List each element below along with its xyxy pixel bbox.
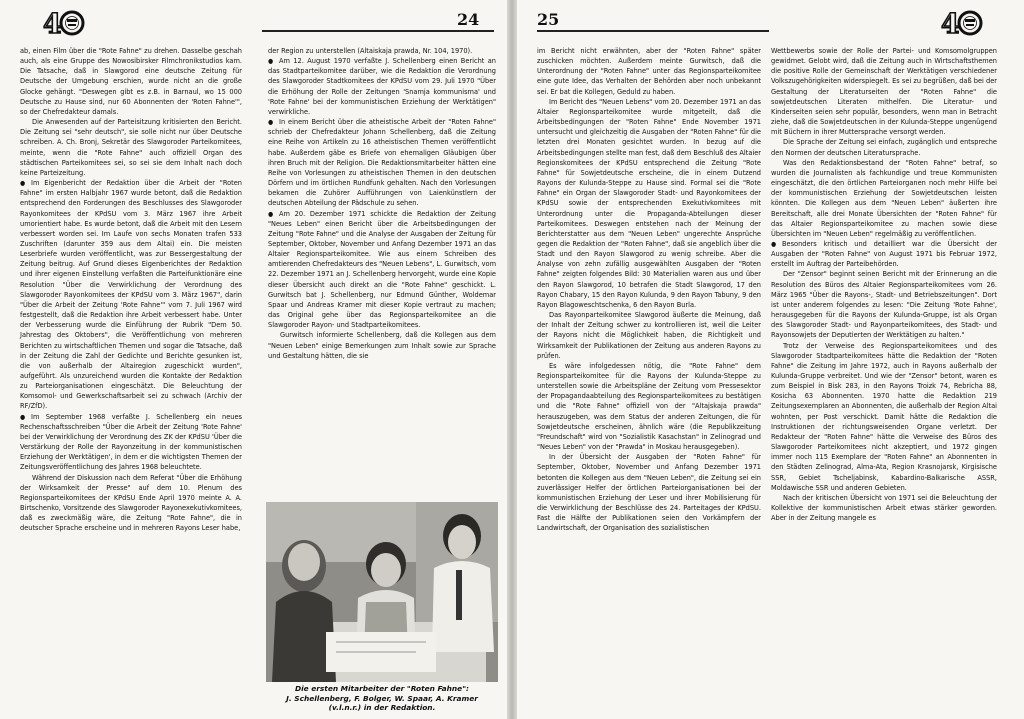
caption-line: (v.l.n.r.) in der Redaktion.: [328, 703, 436, 713]
paragraph: Gurwitsch informierte Schellenberg, daß die Kollegen aus dem "Neuen Leben" einige Bemerkungen zum Inhalt sowie zur Sprache und Gestaltung hätten, die sie: [268, 330, 496, 360]
anniversary-40-logo-icon: [42, 6, 86, 40]
anniversary-logo: [940, 6, 984, 40]
paragraph: Der "Zensor" beginnt seinen Bericht mit der Erinnerung an die Resolution des Büros des Altaier Regionsparteikomitees vom 26. März 1965 "Über die Rayons-, Stadt- und Betriebszeitungen". Dort ist unter anderem folgendes zu lesen: "Die Zeitung 'Rote Fahne', herausgegeben für die Rayons der Kulunda-Gruppe, ist als Organ des Slawgoroder Stadt- und Rayonparteikomitees, des Stadt- und Rayonsowjets der Deputierten der Werktätigen zu halten.": [771, 269, 997, 340]
paragraph: im Bericht nicht erwähnten, aber der "Roten Fahne" später zuschicken möchten. Außerdem meinte Gurwitsch, daß die Unterordnung der "Roten Fahne" unter das Regionsparteikomitee eine gute Idee, das Verhalten der Behörden aber noch unbekannt sei. Er bat die Kollegen, Geduld zu haben.: [537, 46, 761, 96]
text-column-2: [771, 46, 997, 523]
paragraph: Im Bericht des "Neuen Lebens" vom 20. Dezember 1971 an das Altaier Regionsparteikomitee wurde mitgeteilt, daß die Arbeitsbedingungen der "Roten Fahne" Ende November 1971 untersucht und gleichzeitig die Ausgaben der "Roten Fahne" für die letzten drei Monaten gesichtet wurden. In bezug auf die Arbeitsbedingungen stellte man fest, daß dem Beschluß des Altaier Regionskomitees der KPdSU entsprechend die Zeitung "Rote Fahne" für Sowjetdeutsche erscheine, die in einem Dutzend Rayons der Kulunda-Steppe zu Hause sind. Formal sei die "Rote Fahne" ein Organ der Slawgoroder Stadt- und Rayonkomitees der KPdSU sowie der entsprechenden Exekutivkomitees mit Unterordnung unter die Propaganda-Abteilungen dieser Parteikomitees. Deswegen entstehen nach der Meinung der Berichterstatter aus dem "Neuen Leben" ungerechte Ansprüche gegen die Redaktion der "Roten Fahne", daß sie angeblich über die Stadt und den Rayon Slawgorod zu wenig schreibe. Aber die Analyse von zehn zufällig ausgewählten Ausgaben der "Roten Fahne" zeigten folgendes Bild: 30 Materialien waren aus und über den Rayon Slawgorod, 10 betrafen die Stadt Slawgorod, 17 den Rayon Chabary, 15 den Rayon Kulunda, 9 den Rayon Tabuny, 9 den Rayon Blagoweschtschenka, 6 den Rayon Burla.: [537, 96, 761, 309]
paragraph: der Region zu unterstellen (Altaiskaja prawda, Nr. 104, 1970).: [268, 46, 473, 55]
paragraph: In der Übersicht der Ausgaben der "Roten Fahne" für September, Oktober, November und Anfang Dezember 1971 betonten die Kollegen aus dem "Neuen Leben", die Zeitung sei ein zuverlässiger Helfer der örtlichen Parteiorganisationen bei der kommunistischen Erziehung der Leser und ihrer Mobilisierung für die Verwirklichung der Beschlüsse des 24. Parteitages der KPdSU. Fast die Hälfte der Publikationen seien den Vorkämpfern der Landwirtschaft, der Organisation des sozialistischen: [537, 452, 761, 533]
text-column-1: [537, 46, 761, 534]
svg-text:4: 4: [43, 9, 62, 40]
paragraph: ● In einem Bericht über die atheistische Arbeit der "Roten Fahne" schrieb der Chefredakteur Johann Schellenberg, daß die Zeitung eine Reihe von Artikeln zu 16 atheistischen Themen veröffentlicht habe. Außerdem gäbe es Briefe von ehemaligen Gläubigen über ihren Bruch mit der Religion. Die Redaktionsmitarbeiter hätten eine Reihe von Vorlesungen zu atheistischen Themen in den deutschen Dörfern und im örtlichen Rundfunk gehalten. Nach den Vorlesungen bekamen die Zuhörer Aufführungen von Laienkünstlern der deutschen Abteilung der Pädschule zu sehen.: [268, 117, 496, 208]
paragraph: Die Anwesenden auf der Parteisitzung kritisierten den Bericht. Die Zeitung sei "sehr deutsch", sie solle nicht nur über Deutsche schreiben. A. Ch. Bronj, Sekretär des Slawgoroder Parteikomitees, meinte, wenn die "Rote Fahne" auch offiziell Organ des städtischen Parteikomitees sei, so sei sie dem Inhalt nach doch keine Parteizeitung.: [20, 117, 242, 177]
paragraph: Es wäre infolgedessen nötig, die "Rote Fahne" dem Regionsparteikomitee für die Rayons der Kulunda-Steppe zu unterstellen sowie die Arbeitspläne der Zeitung vom Pressesektor der Propagandaabteilung des Regionsparteikomitees zu bestätigen und die "Rote Fahne" offiziell von der "Altajskaja prawda" herauszugeben, was dem Status der anderen Zeitungen, die für Sowjetdeutsche erscheinen, ähnlich wäre (die Republikzeitung "Freundschaft" wird von "Sozialistik Kasachstan" in Zelinograd und "Neues Leben" von der "Prawda" in Moskau herausgegeben).: [537, 360, 761, 452]
paragraph: Nach der kritischen Übersicht von 1971 sei die Beleuchtung der Kollektive der kommunistischen Arbeit etwas stärker geworden. Aber in der Zeitung mangele es: [771, 492, 997, 523]
right-page: [517, 0, 1024, 719]
book-gutter: [507, 0, 517, 719]
paragraph: ● Besonders kritisch und detailliert war die Übersicht der Ausgaben der "Roten Fahne" von August 1971 bis Februar 1972, erstellt im Auftrag der Parteibehörden.: [771, 239, 997, 269]
paragraph: Wettbewerbs sowie der Rolle der Partei- und Komsomolgruppen gewidmet. Gelobt wird, daß die Zeitung auch in Wirtschaftsthemen die positive Rolle der Gemeinschaft der Werktätigen verschiedener Volkszugehörigkeiten widerspiegelt. Es sei zu begrüßen, daß bei der Gestaltung der Literaturseiten der "Roten Fahne" die sowjetdeutschen Literaten mithelfen. Die Literatur- und Kinderseiten seien sehr populär, besonders, wenn man in Betracht ziehe, daß die Sowjetdeutschen in der Kulunda-Steppe ungenügend mit Büchern in ihrer Muttersprache versorgt werden.: [771, 46, 997, 137]
page-number: 25: [537, 10, 560, 29]
anniversary-logo: [42, 6, 86, 40]
photo-editorial-staff: [266, 502, 498, 682]
caption-line: J. Schellenberg, F. Bolger, W. Spaar, A. Kramer: [286, 693, 478, 703]
paragraph: Während der Diskussion nach dem Referat "Über die Erhöhung der Wirksamkeit der Presse" auf dem 10. Plenum des Regionsparteikomitees der KPdSU Ende April 1970 meinte A. A. Birtschenko, Vorsitzende des Slawgoroder Rayonexekutivkomitees, daß es zweckmäßig wäre, die Zeitung "Rote Fahne", die in deutscher Sprache erscheine und in mehreren Rayons Leser habe,: [20, 472, 242, 533]
header-rule: [262, 30, 494, 32]
caption-line: Die ersten Mitarbeiter der "Roten Fahne":: [294, 684, 470, 693]
photo-caption: [266, 684, 498, 713]
page-number: 24: [457, 10, 480, 29]
anniversary-40-logo-icon: [940, 6, 984, 40]
paragraph: ● Am 12. August 1970 verfaßte J. Schellenberg einen Bericht an das Stadtparteikomitee darüber, wie die Redaktion die Verordnung des Slawgoroder Stadtkomitees der KPdSU vom 29. Juli 1970 "Über die Erhöhung der Rolle der Zeitungen 'Snamja kommunisma' und 'Rote Fahne' bei der kommunistischen Erziehung der Werktätigen" verwirkliche.: [268, 56, 496, 117]
paragraph: ● Im Eigenbericht der Redaktion über die Arbeit der "Roten Fahne" im ersten Halbjahr 1967 wurde betont, daß die Redaktion entsprechend den Forderungen des Beschlusses des Slawgoroder Rayonkomitees der KPdSU vom 3. März 1967 ihre Arbeit umorientiert habe. Es wurde betont, daß die Arbeit mit den Lesern verbessert worden sei. Im Laufe von sechs Monaten trafen 533 Zuschriften (darunter 359 aus dem Altai) ein. Die meisten Leserbriefe wurden veröffentlicht, was zur Bessergestaltung der Zeitung beitrug. Auf Grund dieses Eigenberichtes der Redaktion und ihrer eigenen Einstellung verfaßten die Parteifunktionäre eine Resolution "Über die Verwirklichung der Verordnung des Slawgoroder Rayonkomitees der KPdSU vom 3. März 1967", darin "Über die Arbeit der Zeitung 'Rote Fahne'" vom 7. Juli 1967 wird festgestellt, daß die Redaktion ihre Arbeit verbessert habe. Unter der Verbesserung wurde die Einführung der Rubrik "Dem 50. Jahrestag des Oktobers", die Veröffentlichung von mehreren Berichten zu wirtschaftlichen Themen und sogar die Tatsache, daß in der Zeitung die Zahl der Gedichte und Berichte gesunken ist, die von außerhalb der Altairegion zugeschickt wurden", aufgeführt. Als unzureichend wurden die Kontakte der Redaktion zu Parteiorganisationen eingeschätzt. Die Beleuchtung der Komsomol- und Gewerkschaftsarbeit sei zu schwach (Archiv der RF/ZfD).: [20, 178, 242, 412]
text-column-1: [20, 46, 242, 534]
paragraph: Das Rayonparteikomitee Slawgorod äußerte die Meinung, daß der Inhalt der Zeitung schwer zu kontrollieren ist, weil die Leiter der Rayons nicht die Möglichkeit haben, die Richtigkeit und Wirksamkeit der Publikationen der Zeitung aus anderen Rayons zu prüfen.: [537, 310, 761, 360]
paragraph: ● Im September 1968 verfaßte J. Schellenberg ein neues Rechenschaftsschreiben "Über die Arbeit der Zeitung 'Rote Fahne' bei der Verwirklichung der Verordnung des ZK der KPdSU 'Über die Verstärkung der Rolle der Rayonzeitung in der kommunistischen Erziehung der Werktätigen', in dem er die wichtigsten Themen der Zeitungsveröffentlichung des Jahres 1968 beleuchtete.: [20, 412, 242, 473]
svg-text:4: 4: [941, 9, 960, 40]
header-rule: [537, 30, 769, 32]
paragraph: Trotz der Verweise des Regionsparteikomitees und des Slawgoroder Stadtparteikomitees hätte die Redaktion der "Roten Fahne" die Zeitung im Jahre 1972, auch in Rayons außerhalb der Kulunda-Gruppe verbreitet. Und wie der "Zensor" betont, waren es zum Beispiel in Bisk 283, in den Rayons Troizk 74, Rebricha 88, Kosicha 63 Abonnenten. 1970 hatte die Redaktion 219 Zeitungsexemplaren an Abonnenten, die außerhalb der Region Altai wohnten, per Post verschickt. Damit hätte die Redaktion die Instruktionen der richtungsweisenden Organe verletzt. Der Redakteur der "Roten Fahne" hätte die Verweise des Büros des Slawgoroder Parteikomitees nicht akzeptiert, und 1972 gingen immer noch 115 Exemplare der "Roten Fahne" an Abonnenten in den Städten Zelinograd, Alma-Ata, Region Krasnojarsk, Kirgisische SSR, Gebiet Tscheljabinsk, Kabardino-Balkarische ASSR, Moldawische SSR und anderen Gebieten.: [771, 340, 997, 492]
paragraph: Die Sprache der Zeitung sei einfach, zugänglich und entspreche den Normen der deutschen Literatursprache.: [771, 137, 997, 157]
text-column-2: [268, 46, 496, 361]
paragraph: ab, einen Film über die "Rote Fahne" zu drehen. Dasselbe geschah auch, als eine Gruppe des Nowosibirsker Filmchronikstudios kam. Die Tatsache, daß in Slawgorod eine deutsche Zeitung für Deutsche der Umgebung erschien, wurde nicht an die große Glocke gehängt. "Deswegen gibt es z.B. in Barnaul, wo 15 000 Deutsche zu Hause sind, nur 60 Abonnenten der 'Roten Fahne'", so der Chefredakteur damals.: [20, 46, 242, 116]
left-page: [0, 0, 507, 719]
paragraph: ● Am 20. Dezember 1971 schickte die Redaktion der Zeitung "Neues Leben" einen Bericht über die Arbeitsbedingungen der Zeitung "Rote Fahne" und die Analyse der Ausgaben der Zeitung für September, Oktober, November und Anfang Dezember 1971 an das Altaier Regionsparteikomitee. Wie aus einem Schreiben des amtierenden Chefredakteurs des "Neuen Lebens", L. Gurwitsch, vom 22. Dezember 1971 an J. Schellenberg hervorgeht, wurde eine Kopie dieser Übersicht auch direkt an die "Rote Fahne" geschickt. L. Gurwitsch bat J. Schellenberg, nur Edmund Günther, Woldemar Spaar und Andreas Kramer mit dieser Kopie vertraut zu machen; das Original gehe über das Regionsparteikomitee an die Slawgoroder Rayon- und Stadtparteikomitees.: [268, 209, 496, 331]
paragraph: Was den Redaktionsbestand der "Roten Fahne" betraf, so wurden die Journalisten als fachkundige und treue Kommunisten eingeschätzt, die den örtlichen Parteiorganen noch mehr Hilfe bei der kommunistischen Erziehung der Sowjetdeutschen leisten könnten. Die Kollegen aus dem "Neuen Leben" äußerten ihre Bereitschaft, alle drei Monate Übersichten der "Roten Fahne" für das Altaier Regionsparteikomitee zu machen sowie diese Übersichten im "Neuen Leben" regelmäßig zu veröffentlichen.: [771, 157, 997, 238]
